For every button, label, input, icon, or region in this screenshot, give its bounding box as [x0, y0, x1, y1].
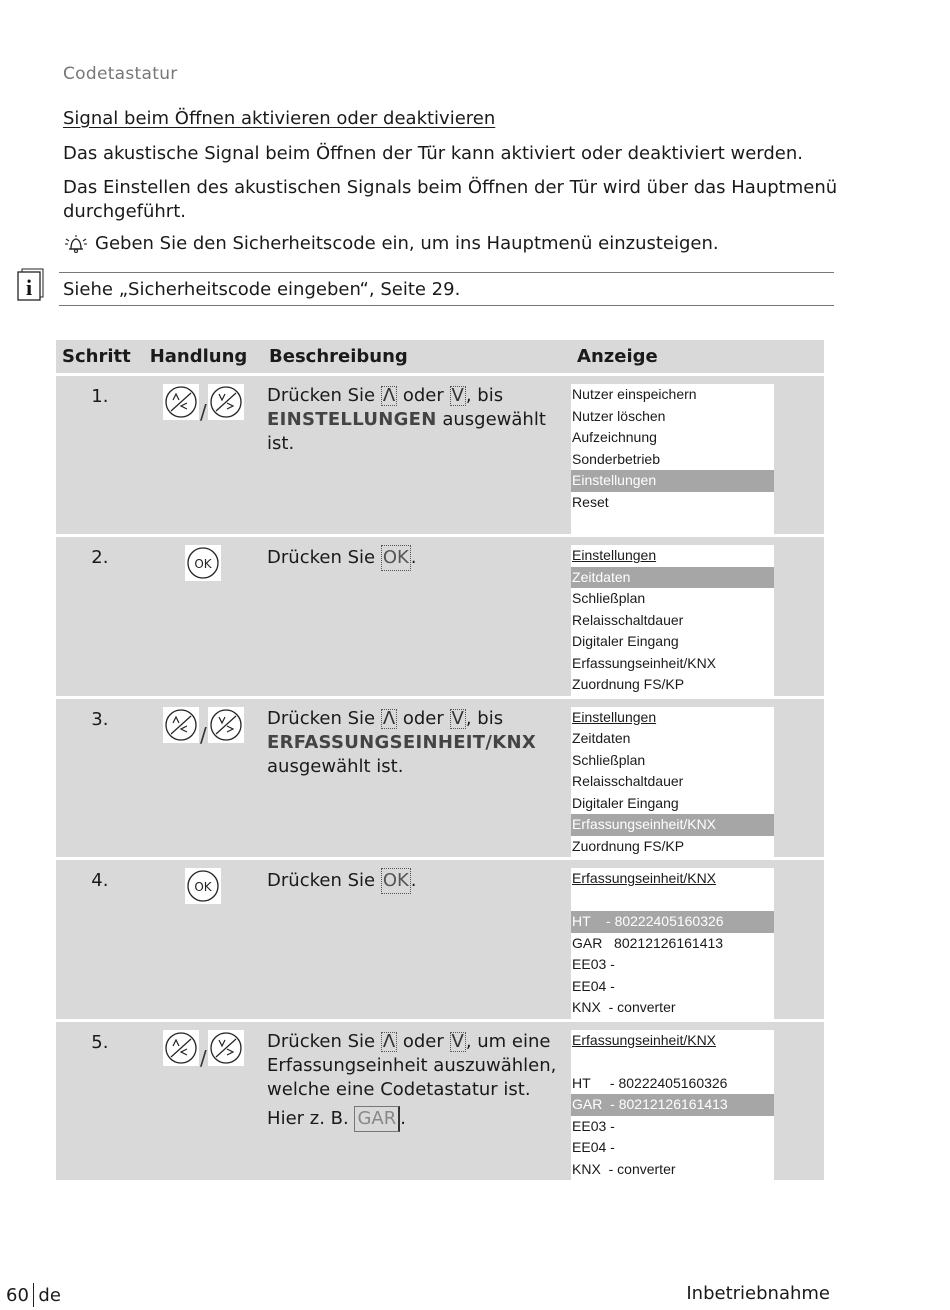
display-menu — [571, 1030, 774, 1181]
page-number: 60 — [6, 1284, 29, 1306]
step-number: 1. — [56, 376, 144, 537]
menu-blank — [571, 1051, 774, 1073]
menu-item: HT - 80222405160326 — [572, 1074, 728, 1091]
footer-page — [6, 1283, 61, 1307]
table-row — [56, 376, 824, 537]
menu-item: Zuordnung FS/KP — [572, 837, 685, 854]
action-cell: / — [144, 376, 263, 537]
table-row — [56, 699, 824, 861]
action-cell — [144, 537, 263, 699]
ok-key-icon — [185, 868, 221, 904]
down-key-label: V — [451, 1030, 464, 1052]
up-left-key-icon — [163, 384, 199, 420]
up-left-key-icon — [163, 707, 199, 743]
down-key-label: V — [451, 385, 464, 406]
step-number: 5. — [56, 1022, 144, 1184]
step-description: Drücken Sie OK . — [263, 860, 571, 1022]
paragraph-2: Das Einstellen des akustischen Signals beim Öffnen der Tür wird über das Hauptmenü durchgeführt. — [63, 177, 838, 222]
menu-item-selected: Erfassungseinheit/KNX — [571, 814, 774, 836]
menu-item: Zeitdaten — [572, 730, 631, 746]
menu-item: Relaisschaltdauer — [572, 773, 684, 789]
action-cell: / — [144, 1022, 263, 1184]
language-code: de — [38, 1284, 61, 1306]
display-menu — [571, 384, 774, 534]
menu-item: Digitaler Eingang — [572, 633, 679, 649]
col-header-action: Handlung — [144, 340, 263, 376]
menu-item: KNX - converter — [572, 1160, 676, 1177]
display-menu — [571, 707, 774, 858]
display-cell — [571, 860, 778, 1022]
col-header-desc: Beschreibung — [263, 340, 571, 376]
up-key-label: Λ — [382, 1030, 396, 1052]
menu-item: KNX - converter — [572, 999, 676, 1015]
menu-item: EE04 - — [572, 1139, 615, 1155]
display-pad — [778, 537, 824, 699]
menu-item: Erfassungseinheit/KNX — [572, 654, 717, 671]
menu-item-selected: Zeitdaten — [571, 567, 774, 589]
display-pad — [778, 376, 824, 537]
menu-item-selected: Einstellungen — [571, 470, 774, 492]
alarm-bell-icon — [63, 234, 89, 254]
table-row — [56, 1022, 824, 1184]
menu-item-selected: GAR - 80212126161413 — [571, 1094, 774, 1116]
display-menu — [571, 545, 774, 696]
menu-blank — [571, 890, 774, 912]
up-left-key-icon — [163, 1030, 199, 1066]
menu-item: Relaisschaltdauer — [572, 611, 684, 628]
action-cell — [144, 860, 263, 1022]
menu-item: EE03 - — [572, 1117, 615, 1134]
step-description: Drücken Sie OK . — [263, 537, 571, 699]
down-right-key-icon — [208, 384, 244, 420]
paragraph-1: Das akustische Signal beim Öffnen der Tür kann aktiviert oder deaktiviert werden. — [63, 143, 804, 164]
menu-item: EE04 - — [572, 977, 615, 994]
footer-section: Inbetriebnahme — [686, 1283, 830, 1304]
gar-label: GAR — [354, 1106, 400, 1132]
up-key-label: Λ — [382, 707, 396, 729]
menu-item: Reset — [572, 493, 609, 510]
menu-title: Erfassungseinheit/KNX — [572, 870, 717, 886]
up-key-label: Λ — [382, 385, 396, 406]
step-number: 4. — [56, 860, 144, 1022]
ok-key-label: OK — [381, 868, 411, 894]
menu-item: Digitaler Eingang — [572, 794, 679, 811]
section-heading: Signal beim Öffnen aktivieren oder deaktivieren — [63, 108, 496, 129]
display-cell — [571, 1022, 778, 1184]
menu-item: Zuordnung FS/KP — [572, 676, 685, 692]
ok-key-label: OK — [381, 545, 411, 571]
action-cell: / — [144, 699, 263, 861]
svg-text:i: i — [25, 275, 33, 300]
table-row — [56, 860, 824, 1022]
menu-item: EE03 - — [572, 956, 615, 972]
step-description: Drücken Sie Λ oder V , bis ERFASSUNGSEINHEIT/KNX ausgewählt ist. — [263, 699, 571, 861]
step-hint — [63, 233, 719, 254]
display-pad — [778, 1022, 824, 1184]
info-icon — [16, 268, 44, 306]
display-cell — [571, 376, 778, 537]
footer-divider — [33, 1283, 35, 1307]
menu-item: Schließplan — [572, 590, 646, 606]
down-right-key-icon — [208, 1030, 244, 1066]
menu-title: Erfassungseinheit/KNX — [572, 1031, 717, 1048]
display-cell — [571, 537, 778, 699]
step-hint-text: Geben Sie den Sicherheitscode ein, um ins Hauptmenü einzusteigen. — [95, 233, 719, 254]
step-number: 2. — [56, 537, 144, 699]
info-text: Siehe „Sicherheitscode eingeben“, Seite 29. — [63, 279, 461, 300]
col-header-step: Schritt — [56, 340, 144, 376]
col-header-display: Anzeige — [571, 340, 824, 376]
table-header-row — [56, 340, 824, 376]
menu-item: Aufzeichnung — [572, 429, 657, 445]
display-pad — [778, 699, 824, 861]
menu-item-selected: HT - 80222405160326 — [571, 911, 774, 933]
down-key-label: V — [451, 707, 464, 729]
menu-title: Einstellungen — [572, 708, 657, 725]
display-pad — [778, 860, 824, 1022]
down-right-key-icon — [208, 707, 244, 743]
display-cell — [571, 699, 778, 861]
menu-target: EINSTELLUNGEN — [267, 409, 437, 430]
menu-item: Nutzer einspeichern — [572, 386, 697, 402]
menu-item: Sonderbetrieb — [572, 450, 660, 467]
step-description: Drücken Sie Λ oder V , um eine Erfassungseinheit auszuwählen, welche eine Codetastatur ist. Hier z. B. GAR . — [263, 1022, 571, 1184]
menu-item: Schließplan — [572, 751, 646, 768]
table-row — [56, 537, 824, 699]
menu-title: Einstellungen — [572, 547, 657, 563]
ok-key-icon — [185, 545, 221, 581]
menu-item: GAR 80212126161413 — [572, 934, 724, 951]
step-number: 3. — [56, 699, 144, 861]
display-menu — [571, 868, 774, 1019]
menu-item: Nutzer löschen — [572, 407, 666, 424]
running-header: Codetastatur — [63, 64, 178, 84]
step-description: Drücken Sie Λ oder V , bis EINSTELLUNGEN ausgewählt ist. — [263, 376, 571, 537]
svg-text:OK: OK — [194, 557, 213, 571]
menu-target: ERFASSUNGSEINHEIT/KNX — [267, 731, 537, 753]
svg-text:OK: OK — [194, 880, 213, 894]
steps-table — [56, 340, 824, 1183]
